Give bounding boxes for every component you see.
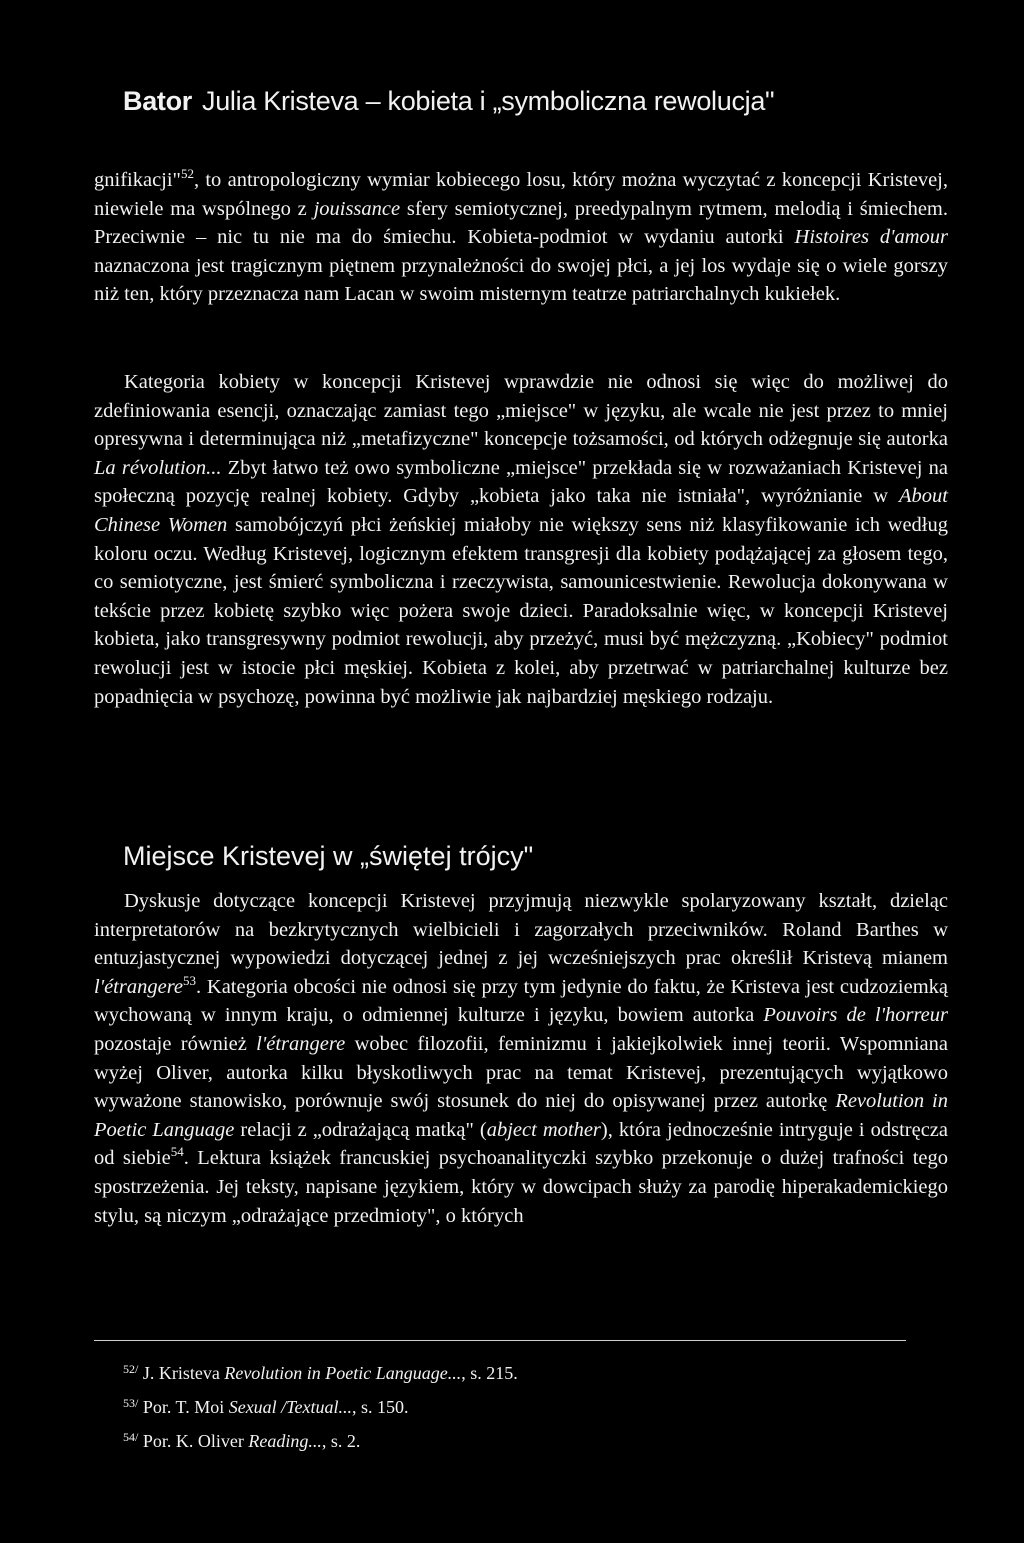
- text-run: samobójczyń płci żeńskiej miałoby nie większy sens niż klasyfikowanie ich według koloru oczu. Według Kristevej, logicznym efektem transgresji dla kobiety podążającej za głosem tego, co semiotyczne, jest śmierć symboliczna i rzeczywista, samounicestwienie. Rewolucja dokonywana w tekście przez kobietę szybko więc pożera swoje dzieci. Paradoksalnie więc, w koncepcji Kristevej kobieta, jako transgresywny podmiot rewolucji, aby przeżyć, musi być mężczyzną. „Kobiecy" podmiot rewolucji jest w istocie płci męskiej. Kobieta z kolei, aby przetrwać w patriarchalnej kulturze bez popadnięcia w psychozę, powinna być możliwie jak najbardziej męskiego rodzaju.: [94, 513, 948, 708]
- text-run: gnifikacji": [94, 169, 181, 191]
- footnote-ref-54[interactable]: 54: [170, 1144, 184, 1160]
- footnote-text: J. Kristeva: [138, 1363, 225, 1383]
- text-run: ), która jednocześnie intryguje i odstręcza od siebie: [94, 1118, 949, 1170]
- footnote-ref-52[interactable]: 52: [180, 166, 194, 181]
- text-run: . Kategoria obcości nie odnosi się przy tym jedynie do faktu, że Kristeva jest cudzoziemką wychowaną w innym kraju, o odmiennej kulturze i języku, bowiem autorka: [94, 975, 948, 1027]
- footnote-number: 52/: [123, 1362, 139, 1376]
- italic-term: l'étrangere: [94, 975, 184, 998]
- footnote-title: Sexual /Textual...: [228, 1397, 353, 1417]
- footnote-52: [123, 1356, 518, 1390]
- footnote-text: Por. T. Moi: [138, 1397, 229, 1417]
- paragraph-2: [94, 368, 948, 711]
- italic-term: abject mother: [486, 1118, 601, 1141]
- footnote-divider: [94, 1340, 906, 1341]
- footnote-number: 53/: [123, 1396, 139, 1410]
- italic-term: jouissance: [313, 197, 401, 220]
- footnote-text: , s. 150.: [352, 1397, 409, 1417]
- italic-title: Histoires d'amour: [794, 226, 948, 249]
- text-run: naznaczona jest tragicznym piętnem przynależności do swojej płci, a jej los wydaje się o wiele gorszy niż ten, który przeznacza nam Lacan w swoim misternym teatrze patriarchalnych kukiełek.: [94, 254, 948, 306]
- header-author: Bator: [123, 86, 193, 116]
- paragraph-1: [94, 166, 948, 309]
- italic-title: Pouvoirs de l'horreur: [763, 1004, 948, 1027]
- footnote-54: [123, 1424, 518, 1458]
- footnote-text: Por. K. Oliver: [138, 1431, 249, 1451]
- text-run: Dyskusje dotyczące koncepcji Kristevej przyjmują niezwykle spolaryzowany kształt, dzieląc interpretatorów na bezkrytycznych wielbicieli i zagorzałych przeciwników. Roland Barthes w entuzjastycznej wypowiedzi dotyczącej jednej z jej wcześniejszych prac określił Kristevą mianem: [94, 890, 948, 970]
- text-run: pozostaje również: [94, 1032, 257, 1055]
- paragraph-3: [94, 887, 948, 1230]
- header-title: Julia Kristeva – kobieta i „symboliczna rewolucja": [202, 86, 775, 116]
- footnote-number: 54/: [123, 1430, 139, 1444]
- section-heading: Miejsce Kristevej w „świętej trójcy": [123, 841, 534, 871]
- text-run: Zbyt łatwo też owo symboliczne „miejsce" przekłada się w rozważaniach Kristevej na społeczną pozycję realnej kobiety. Gdyby „kobieta jako taka nie istniała", wyróżnianie w: [94, 456, 948, 508]
- footnote-53: [123, 1390, 518, 1424]
- text-run: , to antropologiczny wymiar kobiecego losu, który można wyczytać z koncepcji Kristevej, niewiele ma wspólnego z: [94, 169, 948, 220]
- running-header: [123, 86, 774, 117]
- text-run: . Lektura książek francuskiej psychoanalityczki szybko przekonuje o dużej trafności tego spostrzeżenia. Jej teksty, napisane językiem, który w dowcipach służy za parodię hiperakademickiego stylu, są niczym „odrażające przedmioty", o których: [94, 1147, 948, 1227]
- italic-title: La révolution...: [94, 456, 222, 479]
- text-run: wobec filozofii, feminizmu i jakiejkolwiek innej teorii. Wspomniana wyżej Oliver, autorka kilku błyskotliwych prac na temat Kristevej, prezentujących wyjątkowo wyważone stanowisko, porównuje swój stosunek do niej do opisywanej przez autorkę: [94, 1032, 948, 1113]
- italic-title: Revolution in Poetic Language: [94, 1090, 948, 1141]
- italic-term: l'étrangere: [256, 1032, 346, 1055]
- italic-title: About Chinese Women: [94, 485, 948, 536]
- footnotes: [123, 1356, 518, 1458]
- footnote-title: Revolution in Poetic Language...: [224, 1363, 462, 1383]
- text-run: relacji z „odrażającą matką" (: [234, 1118, 487, 1141]
- footnote-text: , s. 2.: [321, 1431, 361, 1451]
- text-run: sfery semiotycznej, preedypalnym rytmem, melodią i śmiechem. Przeciwnie – nic tu nie ma do śmiechu. Kobieta-podmiot w wydaniu autorki: [94, 197, 948, 249]
- text-run: Kategoria kobiety w koncepcji Kristevej wprawdzie nie odnosi się więc do możliwej do zdefiniowania esencji, oznaczając zamiast tego „miejsce" w języku, ale wcale nie jest przez to mniej opresywna i determinująca niż „metafizyczne" koncepcje tożsamości, od których odżegnuje się autorka: [94, 371, 948, 451]
- footnote-text: , s. 215.: [461, 1363, 518, 1383]
- footnote-title: Reading...: [248, 1431, 322, 1451]
- footnote-ref-53[interactable]: 53: [183, 972, 197, 988]
